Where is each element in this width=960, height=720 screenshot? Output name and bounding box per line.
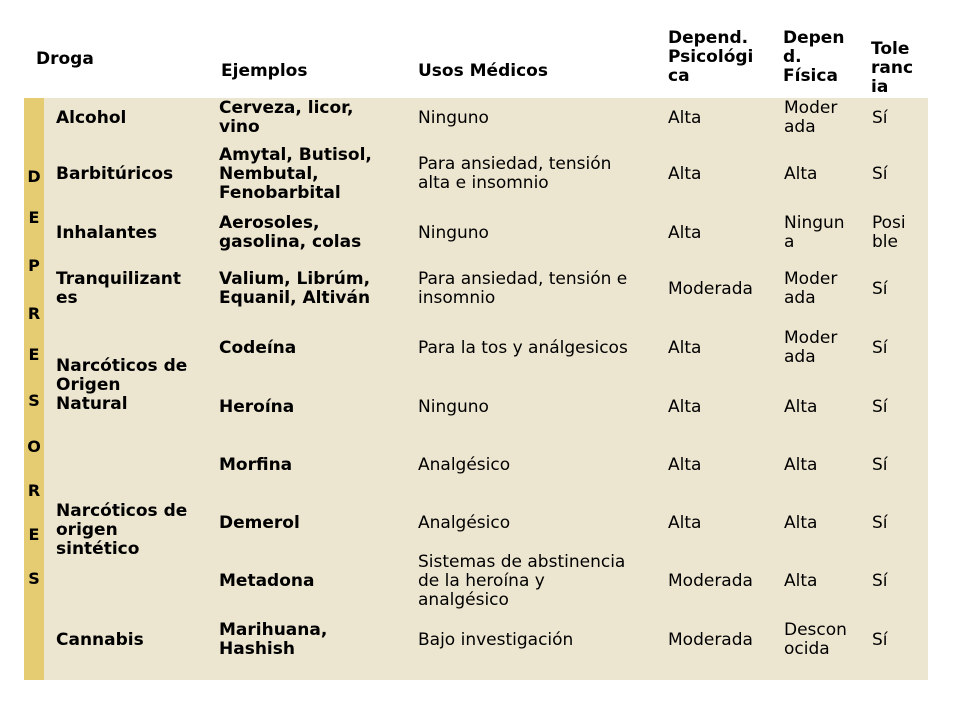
- cell-usos: Para ansiedad, tensión alta e insomnio: [418, 154, 612, 193]
- cell-psico: Alta: [668, 513, 702, 533]
- cell-ejemplos: Heroína: [219, 397, 295, 417]
- cell-tol: Sí: [872, 571, 888, 591]
- cell-fisica: Alta: [784, 455, 818, 475]
- cell-droga: Barbitúricos: [56, 164, 174, 184]
- cell-tol: Sí: [872, 455, 888, 475]
- cell-tol: Posi ble: [872, 213, 906, 252]
- cell-ejemplos: Morfina: [219, 455, 293, 475]
- cell-tol: Sí: [872, 279, 888, 299]
- cell-psico: Moderada: [668, 630, 753, 650]
- depresores-letter: S: [28, 391, 40, 410]
- cell-ejemplos: Metadona: [219, 571, 315, 591]
- cell-droga: Inhalantes: [56, 223, 158, 243]
- depresores-letter: E: [28, 525, 40, 544]
- cell-ejemplos: Aerosoles, gasolina, colas: [219, 213, 362, 252]
- cell-fisica: Alta: [784, 397, 818, 417]
- cell-fisica: Moder ada: [784, 98, 838, 137]
- cell-psico: Moderada: [668, 279, 753, 299]
- depresores-letter: O: [27, 437, 41, 456]
- cell-tol: Sí: [872, 397, 888, 417]
- depresores-letter: S: [28, 569, 40, 588]
- cell-fisica: Descon ocida: [784, 620, 847, 659]
- cell-ejemplos: Valium, Librúm, Equanil, Altiván: [219, 269, 371, 308]
- cell-psico: Alta: [668, 455, 702, 475]
- cell-usos: Ninguno: [418, 397, 489, 417]
- header-tolerancia: Tole ranc ia: [871, 39, 914, 97]
- cell-usos: Para la tos y análgesicos: [418, 338, 628, 358]
- depresores-letter: R: [27, 304, 41, 323]
- cell-droga: Alcohol: [56, 108, 127, 128]
- cell-droga: Tranquilizant es: [56, 269, 182, 308]
- cell-psico: Moderada: [668, 571, 753, 591]
- cell-ejemplos: Demerol: [219, 513, 300, 533]
- cell-usos: Sistemas de abstinencia de la heroína y analgésico: [418, 552, 626, 610]
- cell-fisica: Ningun a: [784, 213, 845, 252]
- cell-tol: Sí: [872, 630, 888, 650]
- header-dep-psicologica: Depend. Psicológi ca: [668, 28, 754, 86]
- cell-ejemplos: Codeína: [219, 338, 297, 358]
- cell-fisica: Alta: [784, 513, 818, 533]
- cell-tol: Sí: [872, 338, 888, 358]
- cell-usos: Bajo investigación: [418, 630, 574, 650]
- cell-ejemplos: Marihuana, Hashish: [219, 620, 328, 659]
- cell-psico: Alta: [668, 397, 702, 417]
- cell-tol: Sí: [872, 108, 888, 128]
- depresores-letter: E: [28, 208, 40, 227]
- depresores-letter: E: [28, 345, 40, 364]
- cell-usos: Analgésico: [418, 513, 511, 533]
- header-droga: Droga: [36, 49, 94, 69]
- header-dep-fisica: Depen d. Física: [783, 28, 845, 86]
- cell-ejemplos: Amytal, Butisol, Nembutal, Fenobarbital: [219, 145, 372, 203]
- cell-fisica: Alta: [784, 164, 818, 184]
- cell-fisica: Moder ada: [784, 328, 838, 367]
- cell-ejemplos: Cerveza, licor, vino: [219, 98, 354, 137]
- group-narcoticos-sintetico: Narcóticos de origen sintético: [56, 501, 188, 559]
- cell-droga: Cannabis: [56, 630, 144, 650]
- cell-psico: Alta: [668, 164, 702, 184]
- depresores-letter: R: [27, 481, 41, 500]
- cell-tol: Sí: [872, 513, 888, 533]
- header-usos: Usos Médicos: [418, 61, 548, 81]
- cell-psico: Alta: [668, 108, 702, 128]
- cell-tol: Sí: [872, 164, 888, 184]
- cell-psico: Alta: [668, 338, 702, 358]
- header-ejemplos: Ejemplos: [221, 61, 308, 81]
- cell-fisica: Alta: [784, 571, 818, 591]
- cell-usos: Ninguno: [418, 108, 489, 128]
- cell-fisica: Moder ada: [784, 269, 838, 308]
- depresores-letter: D: [27, 167, 41, 186]
- cell-usos: Para ansiedad, tensión e insomnio: [418, 269, 628, 308]
- group-narcoticos-natural: Narcóticos de Origen Natural: [56, 356, 188, 414]
- cell-psico: Alta: [668, 223, 702, 243]
- cell-usos: Ninguno: [418, 223, 489, 243]
- cell-usos: Analgésico: [418, 455, 511, 475]
- depresores-letter: P: [28, 256, 40, 275]
